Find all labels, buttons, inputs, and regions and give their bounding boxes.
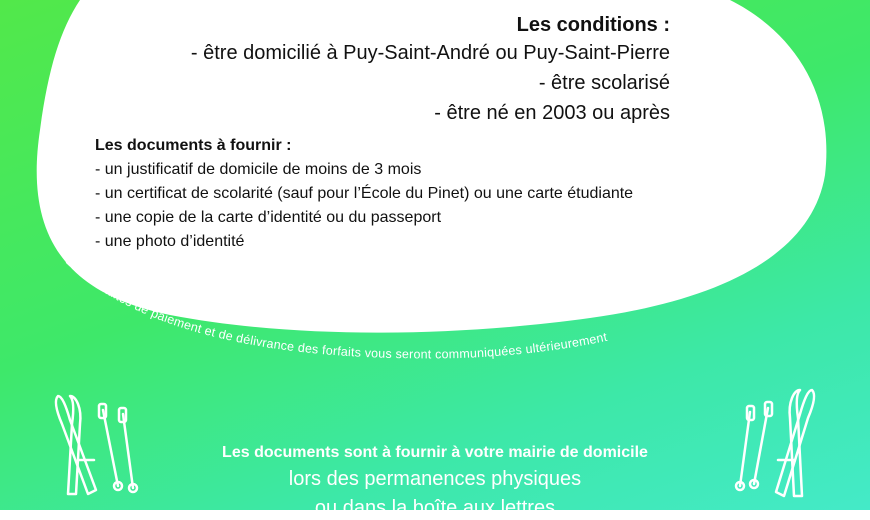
documents-title: Les documents à fournir : <box>95 137 292 154</box>
conditions-title: Les conditions : <box>516 14 670 36</box>
footer-line-1: Les documents sont à fournir à votre mairie de domicile <box>222 444 648 461</box>
condition-item: - être scolarisé <box>538 72 670 94</box>
curved-note-text: Les modalités de paiement et de délivrance des forfaits vous seront communiquées ultérieurement <box>62 253 609 362</box>
document-item: - une copie de la carte d’identité ou du passeport <box>95 209 442 226</box>
condition-item: - être né en 2003 ou après <box>434 102 670 124</box>
document-item: - un justificatif de domicile de moins de 3 mois <box>95 161 422 178</box>
svg-text:Les modalités de paiement et d <box>63 254 609 361</box>
footer-line-2: lors des permanences physiques <box>288 468 582 490</box>
document-item: - une photo d’identité <box>95 233 245 250</box>
condition-item: - être domicilié à Puy-Saint-André ou Puy-Saint-Pierre <box>190 42 670 64</box>
document-item: - un certificat de scolarité (sauf pour l’École du Pinet) ou une carte étudiante <box>95 185 634 202</box>
footer-line-3: ou dans la boîte aux lettres <box>314 497 556 519</box>
